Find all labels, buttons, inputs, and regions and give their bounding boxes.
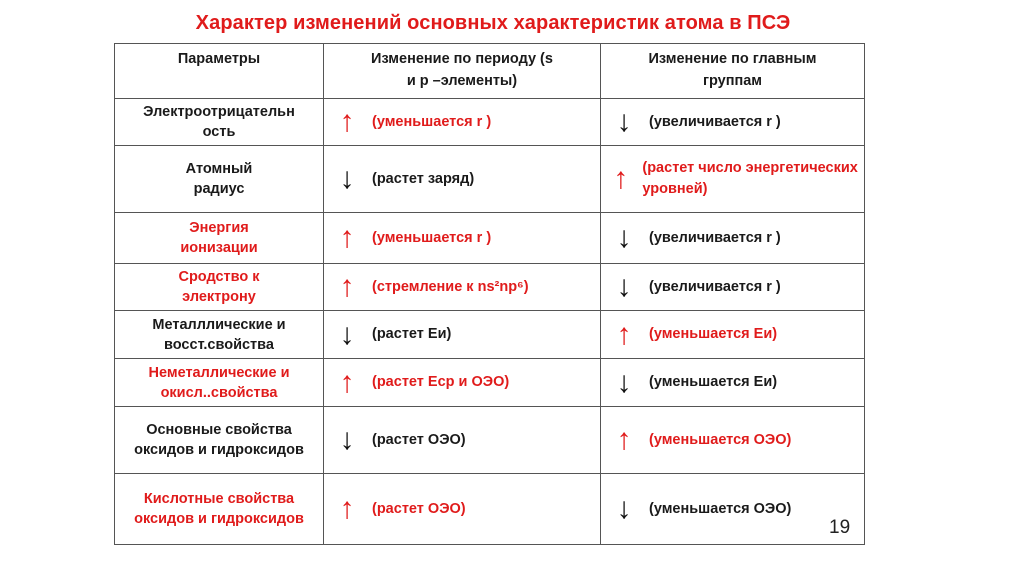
arrow-up-icon: ↑ <box>339 105 355 138</box>
table-header-row <box>115 44 865 99</box>
group-change-cell <box>601 99 865 146</box>
group-change-cell <box>601 146 865 213</box>
param-cell <box>115 311 324 359</box>
table-row <box>115 213 865 264</box>
param-cell <box>115 474 324 545</box>
table-row <box>115 311 865 359</box>
arrow-up-icon: ↑ <box>616 317 632 351</box>
param-cell <box>115 146 324 213</box>
period-change-cell <box>324 213 601 264</box>
table-row <box>115 474 865 545</box>
group-change-cell <box>601 407 865 474</box>
group-change-cell <box>601 213 865 264</box>
period-change-cell <box>324 311 601 359</box>
group-change-text: (уменьшается ОЭО) <box>649 431 792 448</box>
period-change-cell <box>324 99 601 146</box>
param-label: Сродство к электрону <box>178 269 260 305</box>
arrow-down-icon: ↓ <box>616 105 632 138</box>
param-cell <box>115 359 324 407</box>
group-change-cell <box>601 474 865 545</box>
group-change-text: (увеличивается r ) <box>649 278 781 295</box>
param-cell <box>115 99 324 146</box>
period-change-cell <box>324 264 601 311</box>
param-label: Энергия ионизации <box>180 220 258 256</box>
arrow-down-icon: ↓ <box>339 162 355 195</box>
group-change-text: (уменьшается ОЭО) <box>649 500 792 517</box>
arrow-down-icon: ↓ <box>616 221 632 254</box>
param-label: Кислотные свойства оксидов и гидроксидов <box>134 491 304 527</box>
arrow-up-icon: ↑ <box>339 492 355 525</box>
group-change-text: (уменьшается Еи) <box>649 374 778 390</box>
arrow-up-icon: ↑ <box>339 270 355 303</box>
period-change-text: (растет ОЭО) <box>372 500 466 517</box>
header-param: Параметры <box>115 44 324 99</box>
period-change-text: (растет Еи) <box>372 326 452 342</box>
group-change-text: (уменьшается Еи) <box>649 326 778 342</box>
group-change-cell <box>601 311 865 359</box>
period-change-cell <box>324 359 601 407</box>
group-change-text: (увеличивается r ) <box>649 229 781 246</box>
properties-table <box>114 43 865 545</box>
period-change-cell <box>324 407 601 474</box>
arrow-up-icon: ↑ <box>613 162 629 195</box>
arrow-down-icon: ↓ <box>616 365 632 399</box>
group-change-cell <box>601 359 865 407</box>
slide-title: Характер изменений основных характеристик атома в ПСЭ <box>195 12 791 34</box>
param-label: Металллические и восст.свойства <box>152 316 286 353</box>
period-change-text: (уменьшается r ) <box>372 229 492 246</box>
page-number: 19 <box>829 517 851 538</box>
header-period: Изменение по периоду (s и p –элементы) <box>324 44 601 99</box>
param-label: Электроотрицательн ость <box>143 104 295 140</box>
group-change-text: (растет число энергетических уровней) <box>642 160 858 197</box>
period-change-cell <box>324 474 601 545</box>
param-label: Основные свойства оксидов и гидроксидов <box>134 422 304 458</box>
group-change-text: (увеличивается r ) <box>649 113 781 130</box>
period-change-cell <box>324 146 601 213</box>
group-change-cell <box>601 264 865 311</box>
period-change-text: (уменьшается r ) <box>372 113 492 130</box>
header-group: Изменение по главным группам <box>601 44 865 99</box>
arrow-up-icon: ↑ <box>339 221 355 254</box>
table-row <box>115 99 865 146</box>
arrow-down-icon: ↓ <box>616 492 632 525</box>
param-cell <box>115 213 324 264</box>
period-change-text: (растет заряд) <box>372 170 475 187</box>
param-cell <box>115 407 324 474</box>
period-change-text: (стремление к ns²np⁶) <box>372 278 529 295</box>
table-row <box>115 264 865 311</box>
param-label: Атомный радиус <box>185 161 253 197</box>
period-change-text: (растет Еср и ОЭО) <box>372 374 510 390</box>
param-label: Неметаллические и окисл..свойства <box>148 364 290 401</box>
arrow-up-icon: ↑ <box>616 423 632 456</box>
table-row <box>115 407 865 474</box>
table-row <box>115 146 865 213</box>
param-cell <box>115 264 324 311</box>
arrow-down-icon: ↓ <box>339 317 355 351</box>
table-row <box>115 359 865 407</box>
period-change-text: (растет ОЭО) <box>372 431 466 448</box>
arrow-down-icon: ↓ <box>616 270 632 303</box>
arrow-up-icon: ↑ <box>339 365 355 399</box>
arrow-down-icon: ↓ <box>339 423 355 456</box>
